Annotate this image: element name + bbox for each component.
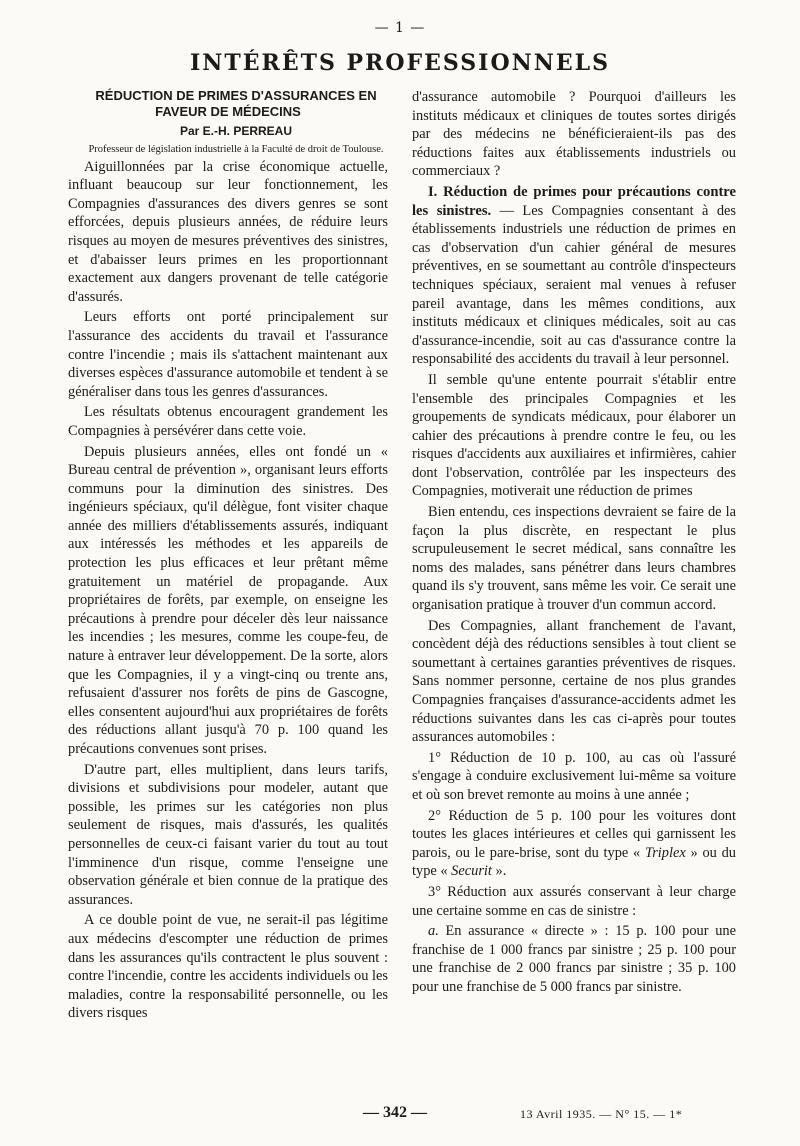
list-item-1: 1° Réduction de 10 p. 100, au cas où l'assuré s'engage à conduire exclusivement lui-même sa voiture et où son brevet remonte au moins à une année ; [412,749,736,803]
page-footer [0,1104,800,1128]
left-column [68,88,388,1025]
page-number-top: — 1 — [374,20,426,36]
item2-text-a: 2° Réduction de 5 p. 100 pour les voitures dont toutes les glaces intérieures et celles qui garnissent les parois, ou le pare-brise, sont du type « [412,807,736,861]
author-affiliation: Professeur de législation industrielle à la Faculté de droit de Toulouse. [88,143,384,155]
paragraph: D'autre part, elles multiplient, dans leurs tarifs, divisions et subdivisions pour modeler, autant que possible, les primes sur les catégories non plus seulement de risques, mais d'assurés, les qualités personnelles de ceux-ci faisant varier du tout au tout l'imminence d'un risque, comme l'enseigne une observation générale et bien connue de la pratique des assurances. [68,761,388,908]
paragraph: Les résultats obtenus encouragent grandement les Compagnies à persévérer dans cette voie. [68,404,388,439]
paragraph-continuation: d'assurance automobile ? Pourquoi d'ailleurs les instituts médicaux et cliniques de toutes sortes dirigés par des médecins ne bénéficieraient-ils pas des réductions faites aux établissements industriels ou commerciaux ? [412,89,736,180]
page-number-bottom: — 342 — [363,1104,427,1121]
securit-term: Securit [451,863,492,880]
paragraph: A ce double point de vue, ne serait-il pas légitime aux médecins d'escompter une réduction de primes dans les assurances qu'ils contractent le plus souvent : contre l'incendie, contre les accidents individuels ou les maladies, contre la responsabilité personnelle, ou les divers risques [68,912,388,1022]
subheading-paragraph [412,183,736,369]
list-item-2 [412,807,736,881]
byline: Par E.-H. PERREAU [179,124,293,138]
sub-item-a-text: En assurance « directe » : 15 p. 100 pour une franchise de 1 000 francs par sinistre ; 25 p. 100 pour une franchise de 2 000 francs par sinistre ; 35 p. 100 pour une franchise de 5 000 francs par sinistre. [412,923,736,995]
subheading-text: — Les Compagnies consentant à des établissements industriels une réduction de primes en cas d'observation d'un cahier général de mesures préventives, en se soumettant au contrôle d'inspecteurs techniques spéciaux, seraient mal venues à refuser pareil avantage, dans les mêmes conditions, aux instituts médicaux et cliniques médicales, soit au cas d'assurance-incendie, soit au cas d'assurance contre la responsabilité des accidents du travail à leur personnel. [412,202,737,368]
subheading: I. Réduction de primes pour précautions contre les sinistres. [412,183,736,219]
sub-item-a [412,922,736,996]
item2-text-c: ». [491,863,507,880]
paragraph: Bien entendu, ces inspections devraient se faire de la façon la plus discrète, en respectant le plus scrupuleusement le secret médical, sans connaître les noms des malades, sans pénétrer dans leurs chambres quand ils s'y trouvent, sans même les voir. Ce serait une organisation pratique à trouver d'un commun accord. [412,504,736,614]
issue-date: 13 Avril 1935. — N° 15. — 1* [520,1107,683,1121]
triplex-term: Triplex [644,844,686,861]
paragraph: Il semble qu'une entente pourrait s'établir entre l'ensemble des principales Compagnies et les groupements de syndicats médicaux, pour élaborer un cahier des précautions à prendre contre le feu, ou les risques d'accidents aux auxiliaires et infirmières, cahier dont l'observation, contrôlée par les inspecteurs des Compagnies, motiverait une réduction de primes [412,371,736,500]
sub-item-a-label: a. [428,923,439,940]
paragraph: Leurs efforts ont porté principalement sur l'assurance des accidents du travail et l'assurance contre l'incendie ; mais ils s'attachent maintenant aux diverses espèces d'assurance automobile et tendent à se généraliser dans tous les genres d'assurances. [68,309,388,400]
paragraph: Aiguillonnées par la crise économique actuelle, influant beaucoup sur leur fonctionnement, les Compagnies d'assurances des divers genres se sont efforcées, depuis plusieurs années, de réduire leurs risques au moyen de mesures préventives des sinistres, et d'abaisser leurs primes en les proportionnant exactement aux dangers provenant de telle catégorie d'assurés. [68,158,388,305]
article-title: RÉDUCTION DE PRIMES D'ASSURANCES EN FAVEUR DE MÉDECINS [95,88,377,119]
item2-text-b: » ou du type « [412,844,736,880]
right-column [412,88,736,999]
section-title: INTÉRÊTS PROFESSIONNELS [190,50,610,76]
paragraph: Des Compagnies, allant franchement de l'avant, concèdent déjà des réductions sensibles à tout client se soumettant à certaines garanties préventives de risques. Sans nommer personne, certaine de nos plus grandes Compagnies françaises d'assurance-accidents admet les réductions suivantes dans les cas ci-après pour toutes assurances automobiles : [412,617,736,746]
list-item-3: 3° Réduction aux assurés conservant à leur charge une certaine somme en cas de sinistre : [412,883,736,919]
paragraph: Depuis plusieurs années, elles ont fondé un « Bureau central de prévention », organisant leurs efforts communs pour la diminution des sinistres. Des ingénieurs spéciaux, qu'il délègue, font visiter chaque année des milliers d'établissements assurés, indiquant aux intéressés les méthodes et les appareils de protection les plus efficaces et leur prêtant même gratuitement un matériel de propagande. Aux propriétaires de forêts, par exemple, on enseigne les précautions à prendre pour déceler dès leur naissance les incendies ; les mesures, comme les coupe-feu, de nature à entraver leur développement. De la sorte, alors que les Compagnies, il y a vingt-cinq ou trente ans, refusaient d'assurer nos forêts de pins de Gascogne, elles consentent aujourd'hui aux propriétaires de forêts des réductions allant jusqu'à 70 p. 100 quand les précautions convenues sont prises. [68,443,388,757]
